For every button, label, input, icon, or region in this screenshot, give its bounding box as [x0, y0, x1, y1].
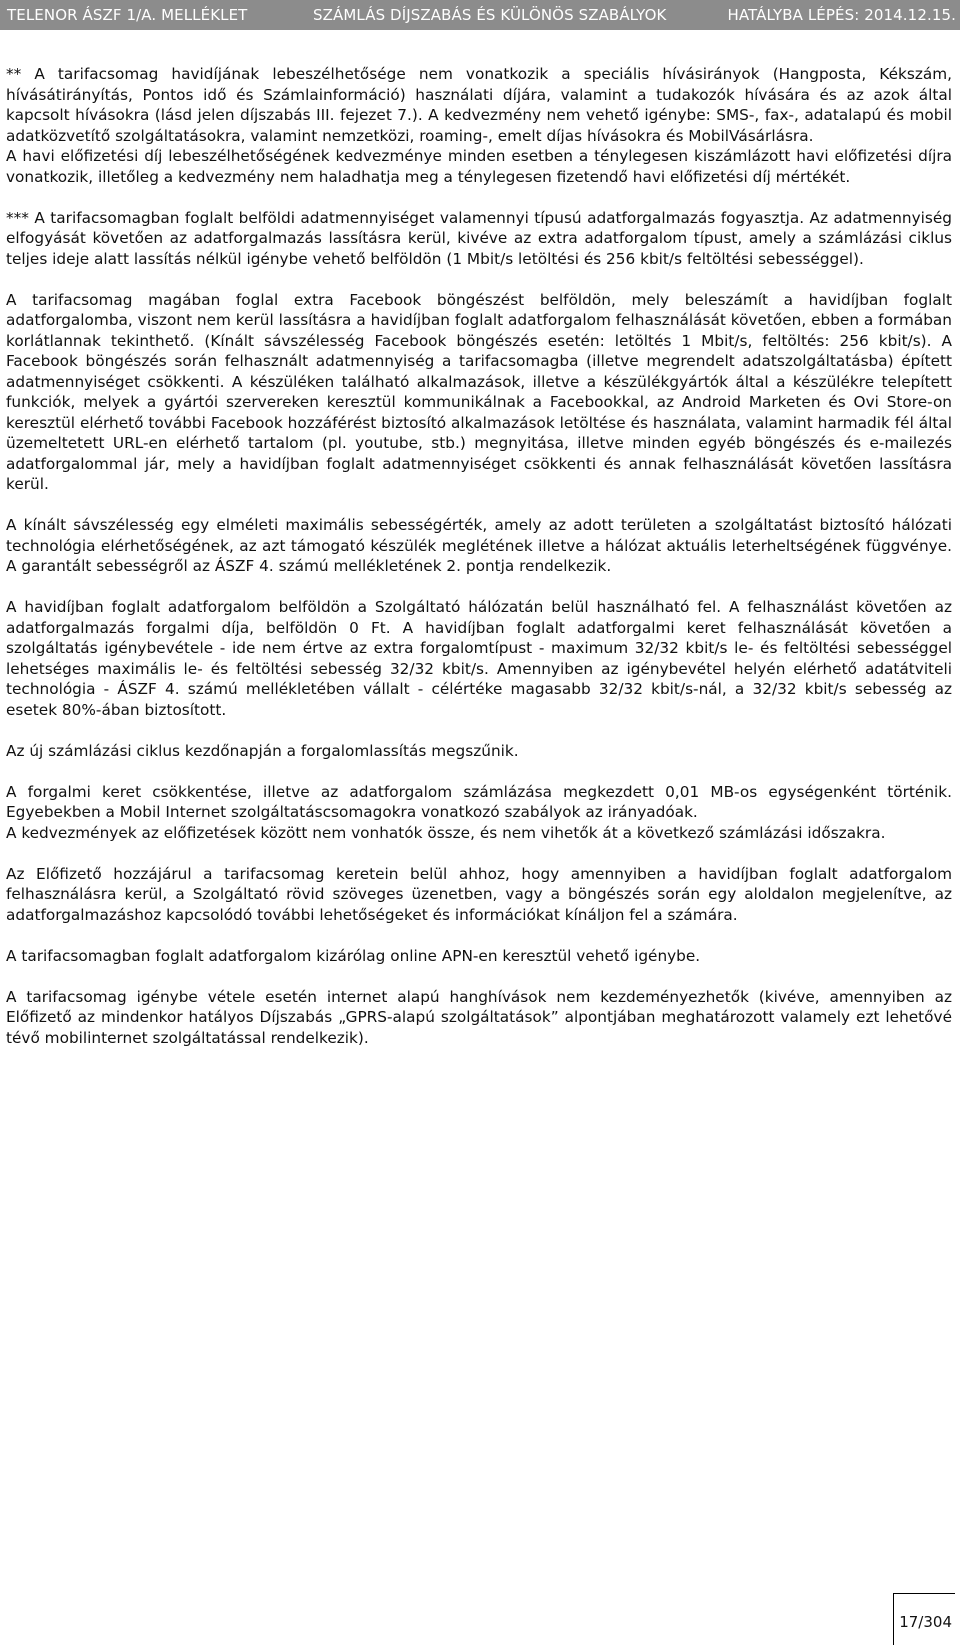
paragraph-apn: A tarifacsomagban foglalt adatforgalom kizárólag online APN-en keresztül vehető igénybe. [6, 946, 701, 965]
paragraph-footnote-triple-asterisk: *** A tarifacsomagban foglalt belföldi adatmennyiséget valamennyi típusú adatforgalmazás fogyasztja. Az adatmennyiség elfogyását követően az adatforgalmazás lassításra kerül, kivéve az extra adatforgalom típust, amely a számlázási ciklus teljes ideje alatt lassítás nélkül igénybe vehető belföldön (1 Mbit/s letöltési és 256 kbit/s feltöltési sebességgel). [6, 208, 952, 268]
paragraph-discount-transfer: A kedvezmények az előfizetések között nem vonhatók össze, és nem vihetők át a következő számlázási időszakra. [6, 823, 886, 842]
paragraph-traffic-billing: A forgalmi keret csökkentése, illetve az adatforgalom számlázása megkezdett 0,01 MB-os egységenként történik. Egyebekben a Mobil Internet szolgáltatáscsomagokra vonatkozó szabályok az irányadóak. [6, 782, 952, 821]
paragraph-discount-scope: A havi előfizetési díj lebeszélhetőségének kedvezménye minden esetben a ténylegesen kiszámlázott havi előfizetési díjra vonatkozik, illetőleg a kedvezmény nem haladhatja meg a ténylegesen fizetendő havi előfizetési díj mértékét. [6, 147, 952, 186]
page-number: 17/304 [899, 1613, 952, 1631]
header-document-label: TELENOR ÁSZF 1/A. MELLÉKLET [7, 6, 248, 24]
paragraph-footnote-double-asterisk: ** A tarifacsomag havidíjának lebeszélhetősége nem vonatkozik a speciális hívásirányok (Hangposta, Kékszám, hívásátirányítás, Pontos idő és Számlainformáció) használati díjára, valamint a tudakozók hívására és az azok által kapcsolt hívásokra (lásd jelen díjszabás III. fejezet 7.). A kedvezmény nem vehető igénybe: SMS-, fax-, adatalapú és mobil adatközvetítő szolgáltatásokra, valamint nemzetközi, roaming-, emelt díjas hívásokra és MobilVásárlásra. [6, 65, 952, 145]
document-body [6, 64, 952, 1069]
paragraph-billing-cycle: Az új számlázási ciklus kezdőnapján a forgalomlassítás megszűnik. [6, 741, 519, 760]
header-effective-date: HATÁLYBA LÉPÉS: 2014.12.15. [727, 6, 956, 24]
paragraph-bandwidth: A kínált sávszélesség egy elméleti maximális sebességérték, amely az adott területen a szolgáltatást biztosító hálózati technológia elérhetőségének, az azt támogató készülék meglétének illetve a hálózat aktuális leterheltségének függvénye. A garantált sebességről az ÁSZF 4. számú mellékletének 2. pontja rendelkezik. [6, 516, 952, 575]
paragraph-subscriber-consent: Az Előfizető hozzájárul a tarifacsomag keretein belül ahhoz, hogy amennyiben a havidíjban foglalt adatforgalom felhasználásra kerül, a Szolgáltató rövid szöveges üzenetben, vagy a böngészés során egy aloldalon megjelenítve, az adatforgalmazáshoz kapcsolódó további lehetőségeket és információkat kínáljon fel a számára. [6, 864, 952, 924]
paragraph-facebook-browsing: A tarifacsomag magában foglal extra Facebook böngészést belföldön, mely beleszámít a havidíjban foglalt adatforgalomba, viszont nem kerül lassításra a havidíjban foglalt adatforgalom felhasználását követően, ebben a formában korlátlannak tekinthető. (Kínált sávszélesség Facebook böngészés esetén: letöltés 1 Mbit/s, feltöltés: 256 kbit/s). A Facebook böngészés során felhasznált adatmennyiség a tarifacsomagba (illetve megrendelt adatszolgáltatásba) épített adatmennyiséget csökkenti. A készüléken található alkalmazások, illetve a készülékgyártók által a készülékre telepített funkciók, melyek a gyártói szervereken keresztül kommunikálnak a Facebookkal, az Android Marketen és Ovi Store-on keresztül elérhető további Facebook hozzáférést biztosító alkalmazások letöltése és használata, valamint harmadik fél által üzemeltetett URL-en elérhető tartalom (pl. youtube, stb.) megnyitása, illetve minden egyéb böngészés és e-mailezés adatforgalommal jár, mely a havidíjban foglalt adatmennyiséget csökkenti és annak felhasználását követően lassításra kerül. [6, 290, 952, 493]
page-header [0, 0, 960, 30]
paragraph-data-usage: A havidíjban foglalt adatforgalom belföldön a Szolgáltató hálózatán belül használható fel. A felhasználást követően az adatforgalmazás forgalmi díja, belföldön 0 Ft. A havidíjban foglalt adatforgalmi keret felhasználását követően a szolgáltatás igénybevétele - ide nem értve az extra forgalomtípust - maximum 32/32 kbit/s le- és feltöltési sebességgel lehetséges maximális le- és feltöltési sebesség 32/32 kbit/s. Amennyiben az igénybevétel helyén elérhető adatátviteli technológia - ÁSZF 4. számú mellékletében vállalt - célértéke magasabb 32/32 kbit/s-nál, a 32/32 kbit/s sebesség az esetek 80%-ában biztosított. [6, 598, 952, 719]
header-section-title: SZÁMLÁS DÍJSZABÁS ÉS KÜLÖNÖS SZABÁLYOK [313, 6, 667, 24]
paragraph-voip: A tarifacsomag igénybe vétele esetén internet alapú hanghívások nem kezdeményezhetők (kivéve, amennyiben az Előfizető az mindenkor hatályos Díjszabás „GPRS-alapú szolgáltatások” alpontjában meghatározott valamely ezt lehetővé tévő mobilinternet szolgáltatással rendelkezik). [6, 987, 952, 1047]
